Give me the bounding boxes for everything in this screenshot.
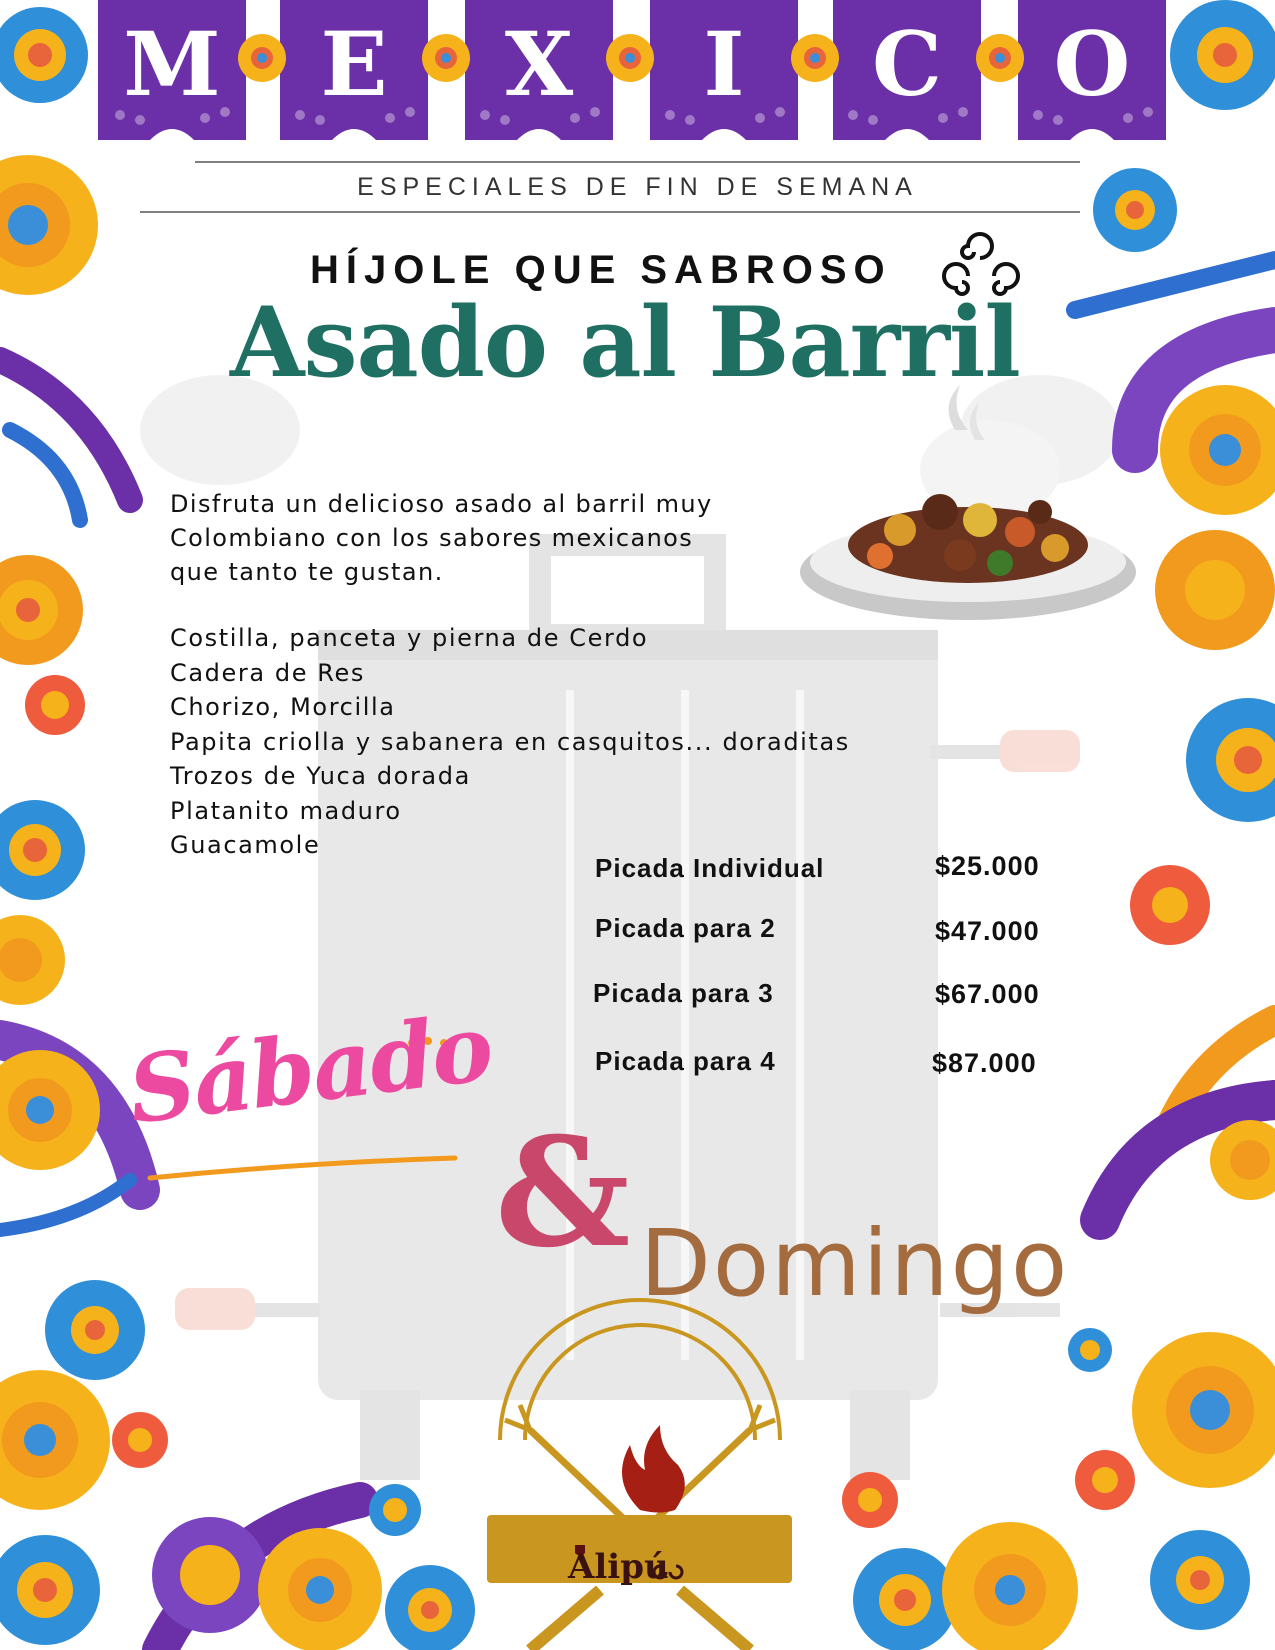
ampersand-glyph: & bbox=[495, 1105, 631, 1281]
flower-border-right bbox=[1068, 0, 1275, 1630]
price-row-name: Picada Individual bbox=[595, 853, 825, 883]
menu-item: Guacamole bbox=[170, 831, 321, 859]
intro-paragraph bbox=[170, 487, 810, 589]
menu-items-list bbox=[170, 621, 850, 863]
saturday-label: Sábado bbox=[122, 993, 497, 1145]
banner-letter-o: O bbox=[1053, 12, 1131, 116]
swirl-icon bbox=[944, 234, 1018, 294]
dish-title: Asado al Barril bbox=[230, 286, 1020, 399]
price-row-name: Picada para 2 bbox=[595, 913, 776, 943]
price-row-value: $47.000 bbox=[935, 916, 1040, 946]
page-subtitle: ESPECIALES DE FIN DE SEMANA bbox=[357, 173, 918, 201]
banner-letter-e: E bbox=[320, 12, 388, 116]
banner-letter-i: I bbox=[703, 12, 745, 116]
menu-item: Costilla, panceta y pierna de Cerdo bbox=[170, 624, 649, 652]
price-row-value: $67.000 bbox=[935, 979, 1040, 1009]
sunday-label: Domingo bbox=[640, 1210, 1070, 1317]
intro-line: que tanto te gustan. bbox=[170, 558, 444, 586]
price-row-value: $25.000 bbox=[935, 851, 1040, 881]
intro-line: Colombiano con los sabores mexicanos bbox=[170, 524, 694, 552]
menu-item: Trozos de Yuca dorada bbox=[170, 762, 471, 790]
dish-tagline: HÍJOLE QUE SABROSO bbox=[310, 248, 892, 292]
price-row-value: $87.000 bbox=[932, 1048, 1037, 1078]
menu-item: Cadera de Res bbox=[170, 658, 365, 687]
flower-border-left bbox=[0, 7, 168, 1645]
menu-item: Chorizo, Morcilla bbox=[170, 693, 396, 721]
logo-name: Alipú bbox=[568, 1547, 669, 1587]
price-row-name: Picada para 3 bbox=[593, 978, 774, 1008]
price-row-name: Picada para 4 bbox=[595, 1046, 776, 1076]
flame-icon bbox=[622, 1425, 685, 1513]
menu-item: Papita criolla y sabanera en casquitos... doraditas bbox=[170, 727, 850, 756]
intro-line: Disfruta un delicioso asado al barril muy bbox=[170, 490, 713, 518]
banner-letter-m: M bbox=[123, 12, 221, 116]
banner-letter-x: X bbox=[504, 12, 574, 116]
banner-letter-c: C bbox=[871, 12, 943, 116]
menu-item: Platanito maduro bbox=[170, 796, 402, 825]
